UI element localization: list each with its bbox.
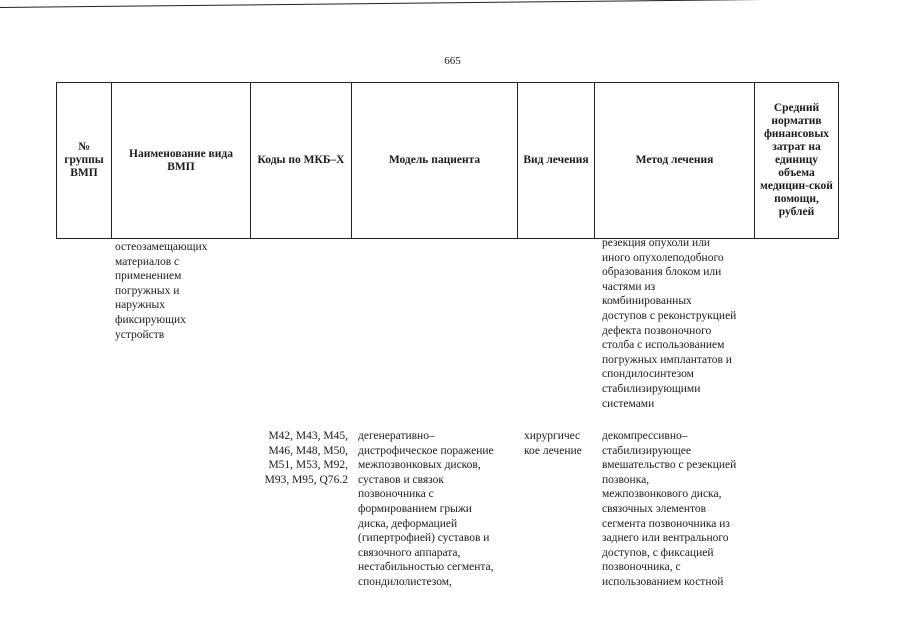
table-header xyxy=(56,82,839,239)
row2-treatment-method: декомпрессивно– стабилизирующее вмешательство с резекцией позвонка, межпозвонкового диска, связочных элементов сегмента позвоночника из заднего или вентрального доступов, с фиксацией позвоночника, с использованием костной xyxy=(602,430,737,588)
scan-edge-line xyxy=(0,0,905,8)
col-icd-codes: Коды по МКБ–Х xyxy=(251,83,352,239)
row2-patient-model: дегенеративно– дистрофическое поражение межпозвонковых дисков, суставов и связок позвоночника с формированием грыжи диска, деформацией (гипертрофией) суставов и связочного аппарата, нестабильностью сегмента, спондилолистезом, xyxy=(358,430,494,588)
col-group-number: № группы ВМП xyxy=(57,83,112,239)
row1-treatment-method: резекция опухоли или иного опухолеподобного образования блоком или частями из комбинированных доступов с реконструкцией дефекта позвоночного столба с использованием погружных имплантатов и спондилосинтезом стабилизирующими системами xyxy=(602,237,737,410)
row1-vmp-name: остеозамещающих материалов с применением погружных и наружных фиксирующих устройств xyxy=(115,241,208,341)
col-vmp-name: Наименование вида ВМП xyxy=(112,83,251,239)
col-cost: Средний норматив финансовых затрат на единицу объема медицин-ской помощи, рублей xyxy=(755,83,839,239)
row2-icd-codes: М42, М43, М45, М46, М48, М50, М51, М53, М92, М93, М95, Q76.2 xyxy=(264,430,348,486)
row2-treatment-type: хирургичес кое лечение xyxy=(524,430,582,457)
col-treatment-method: Метод лечения xyxy=(595,83,755,239)
col-patient-model: Модель пациента xyxy=(352,83,518,239)
col-treatment-type: Вид лечения xyxy=(518,83,595,239)
page-number: 665 xyxy=(444,55,461,67)
